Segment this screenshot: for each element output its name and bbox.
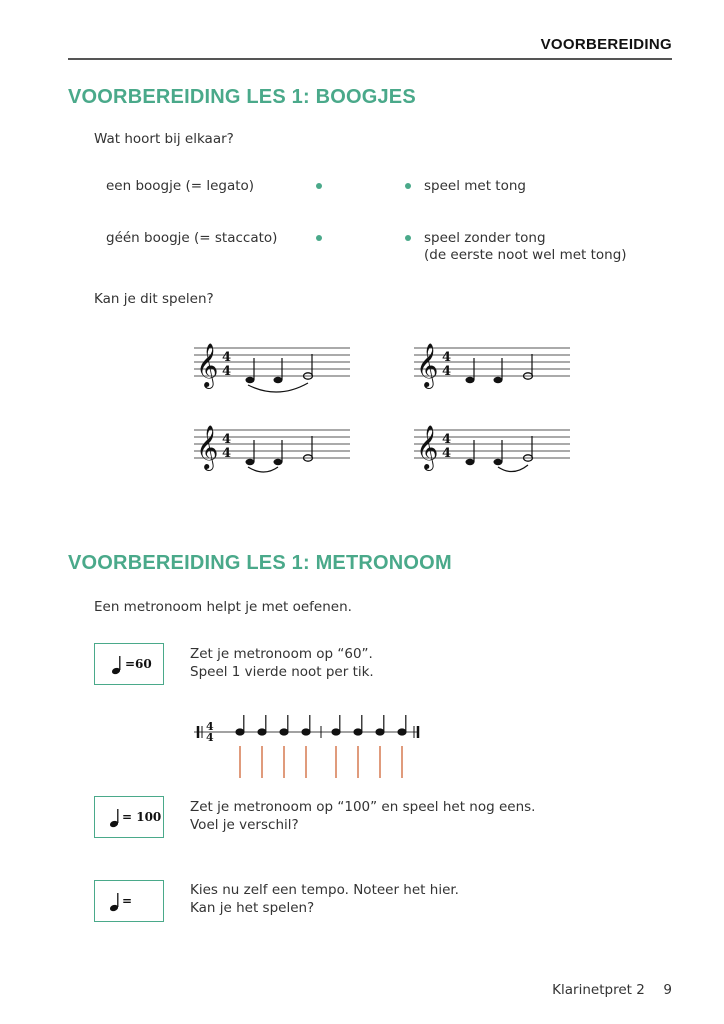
svg-text:4: 4 <box>206 720 214 733</box>
section-title-metronoom: VOORBEREIDING LES 1: METRONOOM <box>68 552 452 574</box>
tempo-2-instruction-line2: Voel je verschil? <box>190 817 299 833</box>
svg-text:4: 4 <box>222 350 232 365</box>
notation-staff-1 <box>190 338 355 394</box>
notation-staff-4 <box>410 420 575 476</box>
left-item-legato: een boogje (= legato) <box>106 178 255 194</box>
book-title: Klarinetpret 2 <box>552 982 645 998</box>
svg-text:4: 4 <box>206 731 214 744</box>
right-item-zonder-tong-note: (de eerste noot wel met tong) <box>424 247 627 263</box>
right-item-zonder-tong: speel zonder tong <box>424 230 546 246</box>
svg-text:4: 4 <box>442 446 452 461</box>
right-item-met-tong: speel met tong <box>424 178 526 194</box>
svg-text:𝄞: 𝄞 <box>416 343 439 387</box>
tempo-box-blank[interactable] <box>94 880 164 922</box>
metronome-intro: Een metronoom helpt je met oefenen. <box>94 599 352 615</box>
svg-text:𝄞: 𝄞 <box>196 425 219 469</box>
tempo-1-instruction-line1: Zet je metronoom op “60”. <box>190 646 373 662</box>
tempo-1-instruction-line2: Speel 1 vierde noot per tik. <box>190 664 374 680</box>
rhythm-staff <box>190 712 430 782</box>
svg-text:𝄞: 𝄞 <box>416 425 439 469</box>
svg-text:4: 4 <box>222 364 232 379</box>
match-dot-right-1[interactable] <box>405 183 411 189</box>
page-number: 9 <box>663 982 672 998</box>
tempo-2-instruction-line1: Zet je metronoom op “100” en speel het nog eens. <box>190 799 536 815</box>
svg-text:4: 4 <box>222 446 232 461</box>
notation-staff-2 <box>410 338 575 394</box>
tempo-3-instruction-line2: Kan je het spelen? <box>190 900 315 916</box>
svg-text:4: 4 <box>442 350 452 365</box>
svg-text:4: 4 <box>442 432 452 447</box>
match-dot-left-1[interactable] <box>316 183 322 189</box>
match-dot-right-2[interactable] <box>405 235 411 241</box>
play-prompt: Kan je dit spelen? <box>94 291 214 307</box>
notation-staff-3 <box>190 420 355 476</box>
tempo-box-60 <box>94 643 164 685</box>
header-rule <box>68 58 672 60</box>
matching-question: Wat hoort bij elkaar? <box>94 131 234 147</box>
match-dot-left-2[interactable] <box>316 235 322 241</box>
tempo-box-100 <box>94 796 164 838</box>
svg-text:4: 4 <box>442 364 452 379</box>
tempo-3-instruction-line1: Kies nu zelf een tempo. Noteer het hier. <box>190 882 459 898</box>
section-title-boogjes: VOORBEREIDING LES 1: BOOGJES <box>68 86 416 108</box>
svg-text:𝄞: 𝄞 <box>196 343 219 387</box>
tempo-value: =60 <box>125 657 152 671</box>
tempo-value: = 100 <box>122 810 162 824</box>
page-footer <box>552 982 672 998</box>
tempo-value: = <box>122 894 133 908</box>
svg-text:4: 4 <box>222 432 232 447</box>
running-header: VOORBEREIDING <box>540 36 672 53</box>
left-item-staccato: géén boogje (= staccato) <box>106 230 278 246</box>
